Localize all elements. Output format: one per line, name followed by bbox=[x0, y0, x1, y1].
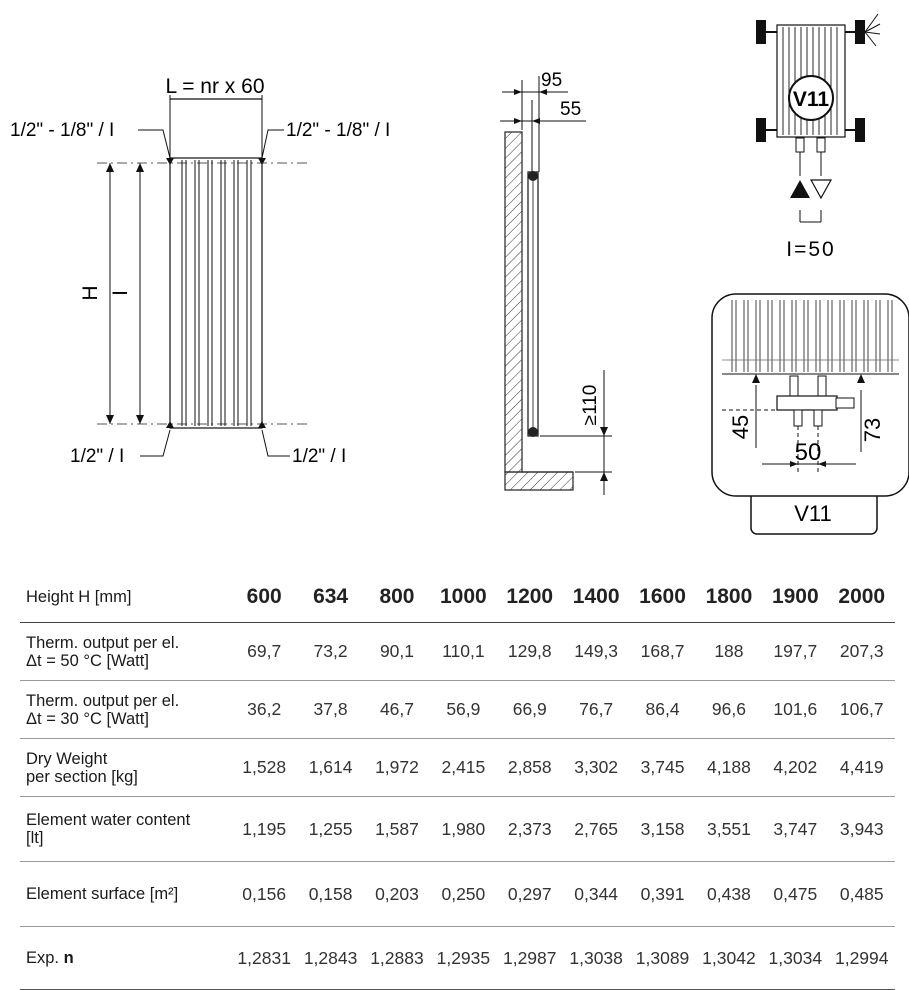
table-cell: 73,2 bbox=[297, 623, 363, 681]
height-col: 1600 bbox=[629, 572, 695, 623]
table-cell: 2,858 bbox=[497, 739, 563, 797]
table-cell: 3,158 bbox=[629, 797, 695, 862]
v11-schematic bbox=[756, 14, 880, 261]
table-cell: 3,745 bbox=[629, 739, 695, 797]
table-cell: 1,3089 bbox=[629, 927, 695, 990]
table-cell: 2,373 bbox=[497, 797, 563, 862]
table-cell: 129,8 bbox=[497, 623, 563, 681]
conn-bottom-left-label: 1/2" / I bbox=[70, 446, 125, 467]
table-cell: 0,158 bbox=[297, 862, 363, 927]
height-col: 800 bbox=[364, 572, 430, 623]
row-label: Therm. output per el. Δt = 50 °C [Watt] bbox=[20, 623, 231, 681]
table-header-row bbox=[20, 572, 895, 623]
table-cell: 1,2935 bbox=[430, 927, 496, 990]
table-cell: 0,344 bbox=[563, 862, 629, 927]
table-cell: 3,302 bbox=[563, 739, 629, 797]
table-cell: 0,485 bbox=[829, 862, 895, 927]
conn-bottom-right-label: 1/2" / I bbox=[292, 446, 347, 467]
table-cell: 1,3042 bbox=[696, 927, 762, 990]
min-110-label: ≥110 bbox=[580, 384, 601, 426]
table-cell: 90,1 bbox=[364, 623, 430, 681]
conn-top-right-label: 1/2" - 1/8" / I bbox=[286, 120, 391, 141]
table-cell: 1,587 bbox=[364, 797, 430, 862]
depth-95-label: 95 bbox=[541, 70, 563, 91]
detail-73-label: 73 bbox=[860, 417, 885, 443]
exp-symbol: n bbox=[63, 949, 74, 967]
inner-label: I bbox=[109, 290, 132, 296]
height-col: 1900 bbox=[762, 572, 828, 623]
table-cell: 0,391 bbox=[629, 862, 695, 927]
table-cell: 3,551 bbox=[696, 797, 762, 862]
table-cell: 46,7 bbox=[364, 681, 430, 739]
table-cell: 2,415 bbox=[430, 739, 496, 797]
table-row bbox=[20, 797, 895, 862]
table-cell: 0,203 bbox=[364, 862, 430, 927]
table-cell: 0,297 bbox=[497, 862, 563, 927]
height-col: 1800 bbox=[696, 572, 762, 623]
detail-tab-label: V11 bbox=[794, 501, 832, 526]
table-cell: 110,1 bbox=[430, 623, 496, 681]
table-cell: 1,3038 bbox=[563, 927, 629, 990]
connection-detail bbox=[712, 294, 909, 534]
conn-top-left-label: 1/2" - 1/8" / I bbox=[10, 120, 115, 141]
table-cell: 76,7 bbox=[563, 681, 629, 739]
table-cell: 168,7 bbox=[629, 623, 695, 681]
spacing-label: I=50 bbox=[786, 238, 836, 261]
row-label: Exp. n bbox=[20, 927, 231, 990]
table-cell: 1,614 bbox=[297, 739, 363, 797]
height-col: 634 bbox=[297, 572, 363, 623]
table-cell: 0,250 bbox=[430, 862, 496, 927]
detail-45-label: 45 bbox=[728, 414, 753, 440]
table-cell: 1,255 bbox=[297, 797, 363, 862]
table-cell: 3,943 bbox=[829, 797, 895, 862]
table-cell: 1,2883 bbox=[364, 927, 430, 990]
width-formula-label: L = nr x 60 bbox=[165, 75, 265, 98]
height-label: H bbox=[79, 285, 102, 301]
table-cell: 0,475 bbox=[762, 862, 828, 927]
height-col: 1200 bbox=[497, 572, 563, 623]
table-cell: 0,438 bbox=[696, 862, 762, 927]
table-cell: 197,7 bbox=[762, 623, 828, 681]
table-cell: 1,3034 bbox=[762, 927, 828, 990]
spec-table bbox=[20, 572, 895, 990]
side-view bbox=[500, 70, 612, 495]
table-cell: 69,7 bbox=[231, 623, 297, 681]
table-cell: 1,972 bbox=[364, 739, 430, 797]
table-cell: 86,4 bbox=[629, 681, 695, 739]
front-view bbox=[10, 75, 390, 467]
row-label: Element water content [lt] bbox=[20, 797, 231, 862]
table-row bbox=[20, 739, 895, 797]
height-col: 600 bbox=[231, 572, 297, 623]
table-cell: 106,7 bbox=[829, 681, 895, 739]
table-cell: 0,156 bbox=[231, 862, 297, 927]
table-row bbox=[20, 927, 895, 990]
table-cell: 1,2994 bbox=[829, 927, 895, 990]
table-row bbox=[20, 681, 895, 739]
table-cell: 1,2987 bbox=[497, 927, 563, 990]
detail-50-label: 50 bbox=[794, 439, 822, 466]
table-cell: 56,9 bbox=[430, 681, 496, 739]
height-col: 1400 bbox=[563, 572, 629, 623]
table-cell: 1,980 bbox=[430, 797, 496, 862]
table-cell: 37,8 bbox=[297, 681, 363, 739]
table-cell: 207,3 bbox=[829, 623, 895, 681]
table-cell: 101,6 bbox=[762, 681, 828, 739]
row-label: Dry Weight per section [kg] bbox=[20, 739, 231, 797]
table-cell: 1,195 bbox=[231, 797, 297, 862]
table-row bbox=[20, 862, 895, 927]
table-cell: 4,419 bbox=[829, 739, 895, 797]
height-col: 2000 bbox=[829, 572, 895, 623]
table-cell: 96,6 bbox=[696, 681, 762, 739]
table-cell: 2,765 bbox=[563, 797, 629, 862]
table-row bbox=[20, 623, 895, 681]
table-cell: 1,2831 bbox=[231, 927, 297, 990]
table-cell: 66,9 bbox=[497, 681, 563, 739]
height-col: 1000 bbox=[430, 572, 496, 623]
header-label: Height H [mm] bbox=[20, 572, 231, 623]
table-cell: 4,188 bbox=[696, 739, 762, 797]
row-label: Element surface [m²] bbox=[20, 862, 231, 927]
table-cell: 3,747 bbox=[762, 797, 828, 862]
table-cell: 1,2843 bbox=[297, 927, 363, 990]
row-label: Therm. output per el. Δt = 30 °C [Watt] bbox=[20, 681, 231, 739]
table-cell: 1,528 bbox=[231, 739, 297, 797]
table-cell: 4,202 bbox=[762, 739, 828, 797]
table-cell: 149,3 bbox=[563, 623, 629, 681]
depth-55-label: 55 bbox=[560, 99, 582, 120]
v11-badge: V11 bbox=[792, 88, 830, 111]
table-cell: 188 bbox=[696, 623, 762, 681]
table-cell: 36,2 bbox=[231, 681, 297, 739]
